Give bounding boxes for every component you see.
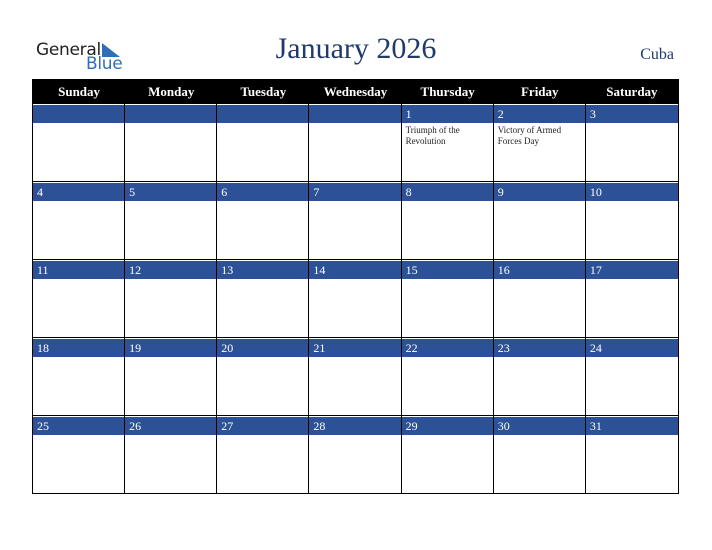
day-cell[interactable] bbox=[402, 260, 494, 337]
day-cell[interactable] bbox=[402, 416, 494, 493]
weekday-monday: Monday bbox=[148, 84, 195, 99]
day-cell[interactable] bbox=[33, 260, 125, 337]
logo-blue-text: Blue bbox=[86, 54, 123, 74]
day-cell[interactable] bbox=[217, 338, 309, 415]
day-number bbox=[309, 104, 400, 123]
calendar-week-row bbox=[33, 259, 678, 337]
day-number: 20 bbox=[217, 338, 308, 357]
weekday-thursday: Thursday bbox=[420, 84, 475, 99]
day-number: 26 bbox=[125, 416, 216, 435]
day-cell[interactable] bbox=[217, 104, 309, 181]
day-number: 31 bbox=[586, 416, 678, 435]
day-number: 23 bbox=[494, 338, 585, 357]
day-number: 22 bbox=[402, 338, 493, 357]
day-number bbox=[217, 104, 308, 123]
day-number: 3 bbox=[586, 104, 678, 123]
day-number: 18 bbox=[33, 338, 124, 357]
holiday-label: Victory of Armed Forces Day bbox=[497, 125, 562, 146]
day-cell[interactable] bbox=[402, 104, 494, 181]
holiday-label: Triumph of the Revolution bbox=[405, 125, 460, 146]
day-number: 17 bbox=[586, 260, 678, 279]
day-cell[interactable] bbox=[402, 182, 494, 259]
day-cell[interactable] bbox=[586, 260, 678, 337]
country-label: Cuba bbox=[640, 46, 674, 63]
day-cell[interactable] bbox=[217, 260, 309, 337]
day-number: 1 bbox=[402, 104, 493, 123]
day-cell[interactable] bbox=[309, 260, 401, 337]
calendar-grid bbox=[32, 79, 679, 494]
day-number: 27 bbox=[217, 416, 308, 435]
day-number: 30 bbox=[494, 416, 585, 435]
day-cell[interactable] bbox=[33, 182, 125, 259]
day-cell[interactable] bbox=[402, 338, 494, 415]
day-number: 7 bbox=[309, 182, 400, 201]
day-number: 16 bbox=[494, 260, 585, 279]
day-number: 8 bbox=[402, 182, 493, 201]
day-cell[interactable] bbox=[586, 104, 678, 181]
day-cell[interactable] bbox=[494, 182, 586, 259]
day-cell[interactable] bbox=[33, 104, 125, 181]
day-cell[interactable] bbox=[309, 182, 401, 259]
weekday-tuesday: Tuesday bbox=[240, 84, 287, 99]
day-number: 2 bbox=[494, 104, 585, 123]
day-cell[interactable] bbox=[125, 260, 217, 337]
day-number bbox=[33, 104, 124, 123]
calendar-week-row bbox=[33, 415, 678, 493]
day-cell[interactable] bbox=[494, 338, 586, 415]
calendar-week-row bbox=[33, 181, 678, 259]
logo-general-text: General bbox=[36, 40, 101, 60]
day-number: 9 bbox=[494, 182, 585, 201]
day-number: 10 bbox=[586, 182, 678, 201]
day-number: 15 bbox=[402, 260, 493, 279]
day-number: 25 bbox=[33, 416, 124, 435]
day-number: 11 bbox=[33, 260, 124, 279]
day-cell[interactable] bbox=[494, 416, 586, 493]
day-cell[interactable] bbox=[494, 104, 586, 181]
day-cell[interactable] bbox=[586, 338, 678, 415]
day-cell[interactable] bbox=[125, 338, 217, 415]
day-number bbox=[125, 104, 216, 123]
day-cell[interactable] bbox=[586, 182, 678, 259]
day-cell[interactable] bbox=[125, 104, 217, 181]
day-cell[interactable] bbox=[125, 182, 217, 259]
weekday-sunday: Sunday bbox=[58, 84, 101, 99]
weekday-header bbox=[33, 80, 678, 103]
day-number: 5 bbox=[125, 182, 216, 201]
day-cell[interactable] bbox=[125, 416, 217, 493]
day-number: 24 bbox=[586, 338, 678, 357]
day-number: 21 bbox=[309, 338, 400, 357]
day-cell[interactable] bbox=[309, 338, 401, 415]
day-number: 13 bbox=[217, 260, 308, 279]
day-cell[interactable] bbox=[309, 416, 401, 493]
weekday-saturday: Saturday bbox=[606, 84, 658, 99]
day-cell[interactable] bbox=[309, 104, 401, 181]
weekday-wednesday: Wednesday bbox=[323, 84, 388, 99]
day-cell[interactable] bbox=[217, 416, 309, 493]
day-cell[interactable] bbox=[586, 416, 678, 493]
day-cell[interactable] bbox=[217, 182, 309, 259]
day-cell[interactable] bbox=[33, 338, 125, 415]
calendar-week-row bbox=[33, 337, 678, 415]
calendar-weeks bbox=[33, 103, 678, 493]
day-cell[interactable] bbox=[494, 260, 586, 337]
calendar-week-row bbox=[33, 103, 678, 181]
day-number: 29 bbox=[402, 416, 493, 435]
day-number: 14 bbox=[309, 260, 400, 279]
day-number: 4 bbox=[33, 182, 124, 201]
day-number: 28 bbox=[309, 416, 400, 435]
day-cell[interactable] bbox=[33, 416, 125, 493]
weekday-friday: Friday bbox=[520, 84, 559, 99]
day-number: 19 bbox=[125, 338, 216, 357]
day-number: 6 bbox=[217, 182, 308, 201]
page-title: January 2026 bbox=[275, 32, 437, 65]
day-number: 12 bbox=[125, 260, 216, 279]
